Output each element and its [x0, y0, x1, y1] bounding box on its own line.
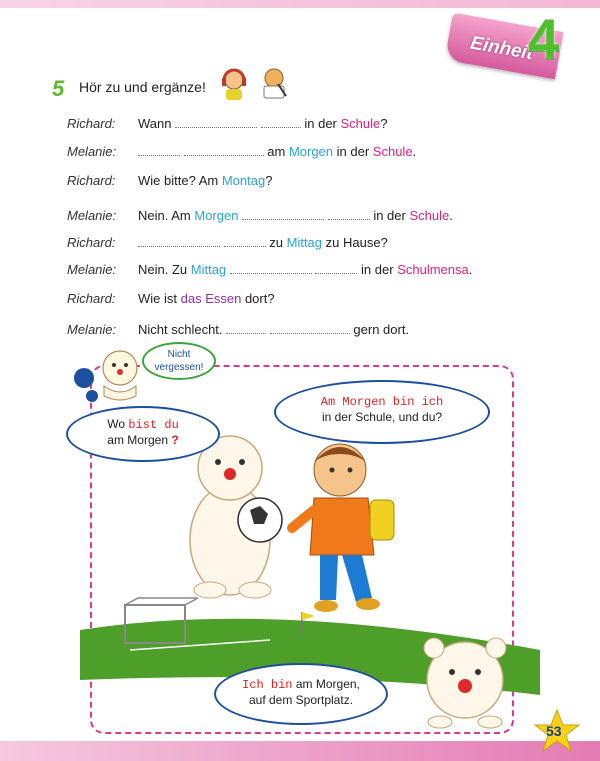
exercise-title: Hör zu und ergänze! — [79, 79, 206, 95]
dialogue-line: Wann in der Schule? — [138, 116, 388, 131]
speaker-label: Melanie: — [67, 322, 117, 337]
blank[interactable] — [224, 237, 266, 247]
speech-bubble-boy: Am Morgen bin ich in der Schule, und du? — [274, 380, 490, 444]
dialogue-line: Nein. Zu Mittag in der Schulmensa. — [138, 262, 473, 277]
dialogue-line: Nein. Am Morgen in der Schule. — [138, 208, 453, 223]
blank[interactable] — [242, 210, 324, 220]
dialogue-line: Wie ist das Essen dort? — [138, 291, 275, 306]
dialogue-line: Nicht schlecht. gern dort. — [138, 322, 410, 337]
blank[interactable] — [270, 324, 350, 334]
speaker-label: Richard: — [67, 116, 116, 131]
reminder-bear-icon — [74, 351, 137, 402]
blank[interactable] — [138, 146, 180, 156]
headphones-icon — [222, 70, 246, 100]
speaker-label: Richard: — [67, 173, 116, 188]
unit-label: Einheit — [468, 32, 535, 65]
speaker-label: Melanie: — [67, 262, 117, 277]
exercise-number: 5 — [52, 76, 65, 101]
blank[interactable] — [184, 146, 264, 156]
reminder-bubble: Nicht vergessen! — [142, 342, 216, 380]
blank[interactable] — [230, 264, 312, 274]
unit-number: 4 — [528, 7, 560, 70]
speaker-label: Richard: — [67, 291, 116, 306]
speaker-label: Richard: — [67, 235, 116, 250]
blank[interactable] — [138, 237, 220, 247]
dialogue-line: am Morgen in der Schule. — [138, 144, 416, 159]
speaker-label: Melanie: — [67, 144, 117, 159]
blank[interactable] — [328, 210, 370, 220]
dialogue-line: zu Mittag zu Hause? — [138, 235, 388, 250]
dialogue-line: Wie bitte? Am Montag? — [138, 173, 273, 188]
writing-icon — [264, 69, 286, 98]
blank[interactable] — [175, 118, 257, 128]
footer-band — [0, 741, 600, 761]
blank[interactable] — [261, 118, 301, 128]
blank[interactable] — [315, 264, 357, 274]
speaker-label: Melanie: — [67, 208, 117, 223]
page-number: 53 — [546, 723, 562, 739]
polar-bear-with-ball-icon — [190, 436, 282, 598]
peeking-bear-icon — [424, 638, 506, 728]
listen-write-icons — [220, 66, 290, 102]
blank[interactable] — [226, 324, 266, 334]
boy-with-backpack-icon — [292, 444, 394, 612]
header-band — [0, 0, 600, 8]
speech-bubble-peeking-bear: Ich bin am Morgen, auf dem Sportplatz. — [214, 663, 388, 725]
speech-bubble-bear: Wo bist du am Morgen ? — [66, 406, 220, 462]
